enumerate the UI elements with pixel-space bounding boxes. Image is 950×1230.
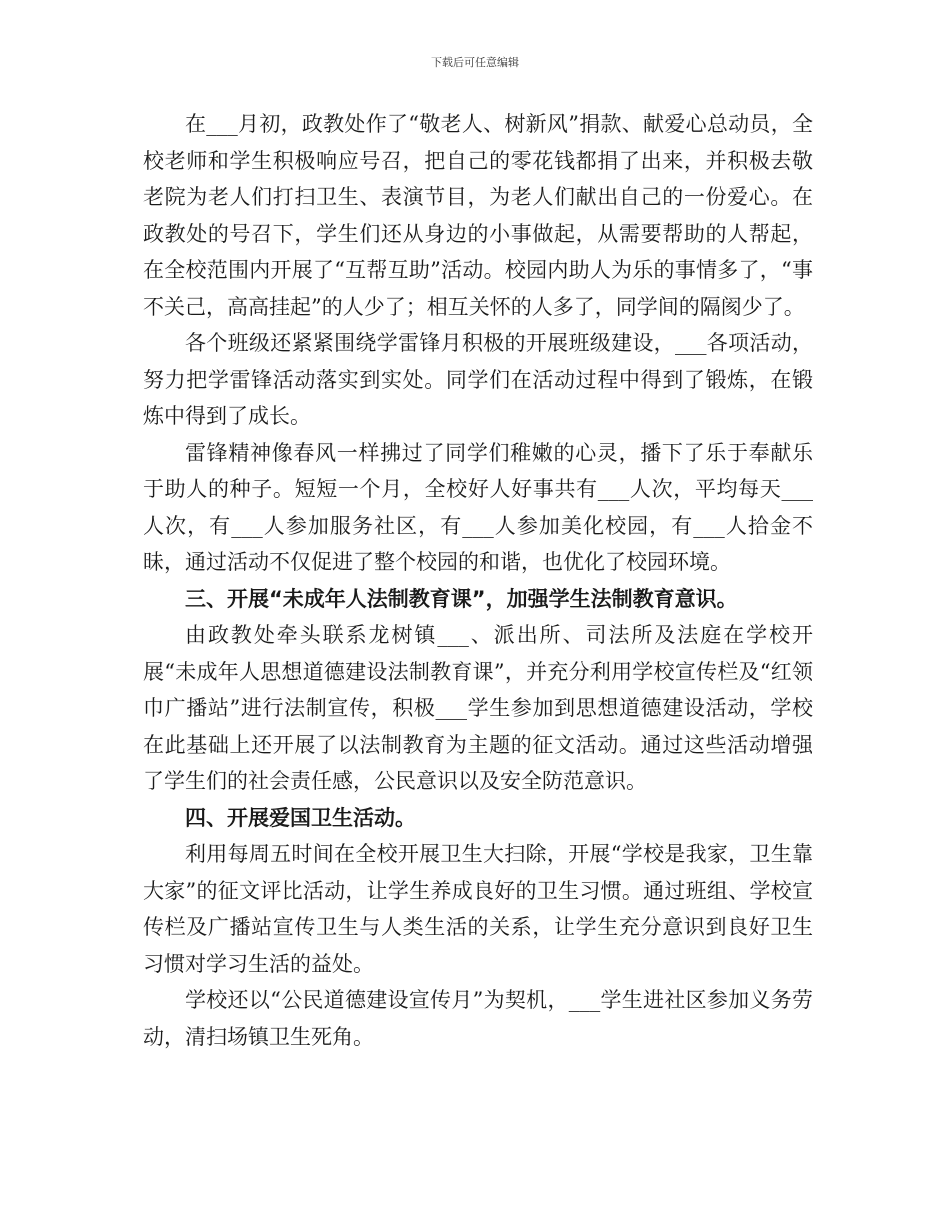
paragraph-hygiene-campaign: 利用每周五时间在全校开展卫生大扫除，开展“学校是我家，卫生靠大家”的征文评比活动，让学生养成良好的卫生习惯。通过班组、学校宣传栏及广播站宣传卫生与人类生活的关系，让学生充分意识到良好卫生习惯对学习生活的益处。 — [143, 842, 813, 976]
document-body — [143, 106, 813, 1055]
paragraph-lei-feng-spirit: 雷锋精神像春风一样拂过了同学们稚嫩的心灵，播下了乐于奉献乐于助人的种子。短短一个月，全校好人好事共有___人次，平均每天___人次，有___人参加服务社区，有___人参加美化校园，有___人拾金不昧，通过活动不仅促进了整个校园的和谐，也优化了校园环境。 — [143, 440, 813, 574]
page-header: 下载后可任意编辑 — [431, 56, 519, 69]
paragraph-community-service: 学校还以“公民道德建设宣传月”为契机，___学生进社区参加义务劳动，清扫场镇卫生死角。 — [143, 988, 813, 1049]
section-heading-hygiene: 四、开展爱国卫生活动。 — [185, 805, 416, 830]
paragraph-charity-drive: 在___月初，政教处作了“敬老人、树新风”捐款、献爱心总动员，全校老师和学生积极响应号召，把自己的零花钱都捐了出来，并积极去敬老院为老人们打扫卫生、表演节目，为老人们献出自己的一份爱心。在政教处的号召下，学生们还从身边的小事做起，从需要帮助的人帮起，在全校范围内开展了“互帮互助”活动。校园内助人为乐的事情多了，“事不关己，高高挂起”的人少了；相互关怀的人多了，同学间的隔阂少了。 — [143, 112, 813, 319]
section-heading-legal-education: 三、开展“未成年人法制教育课”，加强学生法制教育意识。 — [185, 586, 738, 611]
paragraph-legal-education: 由政教处牵头联系龙树镇___、派出所、司法所及法庭在学校开展“未成年人思想道德建设法制教育课”，并充分利用学校宣传栏及“红领巾广播站”进行法制宣传，积极___学生参加到思想道德建设活动，学校在此基础上还开展了以法制教育为主题的征文活动。通过这些活动增强了学生们的社会责任感，公民意识以及安全防范意识。 — [143, 623, 813, 793]
paragraph-class-activities: 各个班级还紧紧围绕学雷锋月积极的开展班级建设，___各项活动，努力把学雷锋活动落实到实处。同学们在活动过程中得到了锻炼，在锻炼中得到了成长。 — [143, 331, 813, 428]
